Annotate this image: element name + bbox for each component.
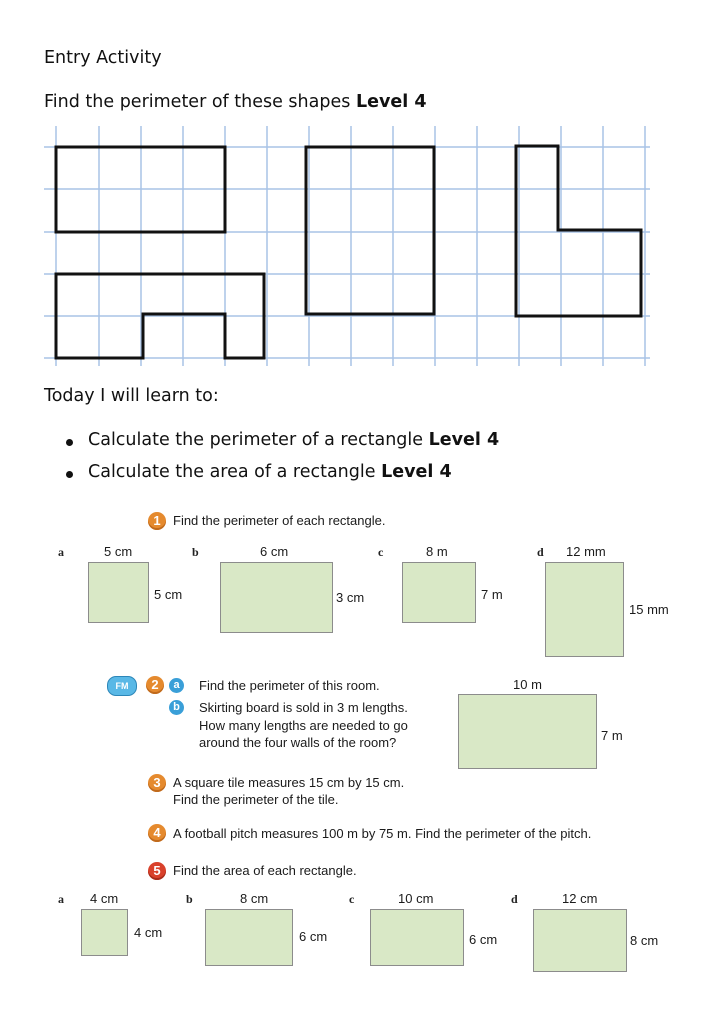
q5d-top-length: 12 cm bbox=[562, 891, 598, 906]
q5a-side-length: 4 cm bbox=[134, 925, 163, 940]
instruction-text: Find the perimeter of these shapes bbox=[44, 92, 351, 112]
q1c-top-length: 8 m bbox=[426, 544, 448, 559]
q2b-line-3: around the four walls of the room? bbox=[199, 735, 397, 750]
instruction-level: Level 4 bbox=[355, 92, 427, 112]
objective-text: Calculate the perimeter of a rectangle bbox=[88, 430, 424, 450]
q1-part-letter: b bbox=[192, 545, 199, 559]
q3-line-2: Find the perimeter of the tile. bbox=[173, 792, 339, 807]
question-number-badge: 1 bbox=[148, 512, 166, 530]
q1-prompt: Find the perimeter of each rectangle. bbox=[173, 513, 386, 528]
q2-side-length: 7 m bbox=[601, 728, 623, 743]
perimeter-grid bbox=[44, 126, 656, 366]
q5b-side-length: 6 cm bbox=[299, 929, 328, 944]
question-number-badge: 4 bbox=[148, 824, 166, 842]
q5a-rectangle bbox=[81, 909, 128, 956]
q5-part-letter: d bbox=[511, 892, 518, 906]
q1a-side-length: 5 cm bbox=[154, 587, 183, 602]
q1d-top-length: 12 mm bbox=[566, 544, 606, 559]
q1-part-letter: c bbox=[378, 545, 384, 559]
q1a-top-length: 5 cm bbox=[104, 544, 133, 559]
question-number-badge: 3 bbox=[148, 774, 166, 792]
q5-part-letter: c bbox=[349, 892, 355, 906]
bullet-icon bbox=[66, 439, 73, 446]
q1d-side-length: 15 mm bbox=[629, 602, 669, 617]
subpart-badge: b bbox=[169, 700, 184, 715]
q1c-side-length: 7 m bbox=[481, 587, 503, 602]
q1c-rectangle bbox=[402, 562, 476, 623]
instruction-line bbox=[44, 92, 427, 112]
objective-level: Level 4 bbox=[428, 430, 500, 450]
objective-item-1 bbox=[88, 430, 499, 450]
q5d-rectangle bbox=[533, 909, 627, 972]
q1b-top-length: 6 cm bbox=[260, 544, 289, 559]
q1b-side-length: 3 cm bbox=[336, 590, 365, 605]
q2-room-rectangle bbox=[458, 694, 597, 769]
q5-prompt: Find the area of each rectangle. bbox=[173, 863, 357, 878]
q5a-top-length: 4 cm bbox=[90, 891, 119, 906]
objective-text: Calculate the area of a rectangle bbox=[88, 462, 376, 482]
q2-top-length: 10 m bbox=[513, 677, 542, 692]
objective-level: Level 4 bbox=[381, 462, 452, 482]
bullet-icon bbox=[66, 471, 73, 478]
q5c-side-length: 6 cm bbox=[469, 932, 498, 947]
page-title: Entry Activity bbox=[44, 48, 162, 68]
shape-l-shape-right bbox=[516, 146, 641, 316]
objectives-heading: Today I will learn to: bbox=[44, 386, 219, 406]
q1b-rectangle bbox=[220, 562, 333, 633]
subpart-badge: a bbox=[169, 678, 184, 693]
q5c-rectangle bbox=[370, 909, 464, 966]
q5b-rectangle bbox=[205, 909, 293, 966]
fm-icon: FM bbox=[107, 676, 137, 696]
q4-prompt: A football pitch measures 100 m by 75 m. Find the perimeter of the pitch. bbox=[173, 826, 592, 841]
q5c-top-length: 10 cm bbox=[398, 891, 434, 906]
q5-part-letter: a bbox=[58, 892, 64, 906]
q1-part-letter: d bbox=[537, 545, 544, 559]
q2a-prompt: Find the perimeter of this room. bbox=[199, 678, 380, 693]
q5d-side-length: 8 cm bbox=[630, 933, 659, 948]
q1-part-letter: a bbox=[58, 545, 64, 559]
q5b-top-length: 8 cm bbox=[240, 891, 269, 906]
q1d-rectangle bbox=[545, 562, 624, 657]
shape-rectangle-center bbox=[306, 147, 434, 314]
q2b-line-2: How many lengths are needed to go bbox=[199, 718, 408, 733]
q1a-rectangle bbox=[88, 562, 149, 623]
question-number-badge: 2 bbox=[146, 676, 164, 694]
objective-item-2 bbox=[88, 462, 452, 482]
q2b-line-1: Skirting board is sold in 3 m lengths. bbox=[199, 700, 408, 715]
q5-part-letter: b bbox=[186, 892, 193, 906]
question-number-badge: 5 bbox=[148, 862, 166, 880]
q3-line-1: A square tile measures 15 cm by 15 cm. bbox=[173, 775, 405, 790]
